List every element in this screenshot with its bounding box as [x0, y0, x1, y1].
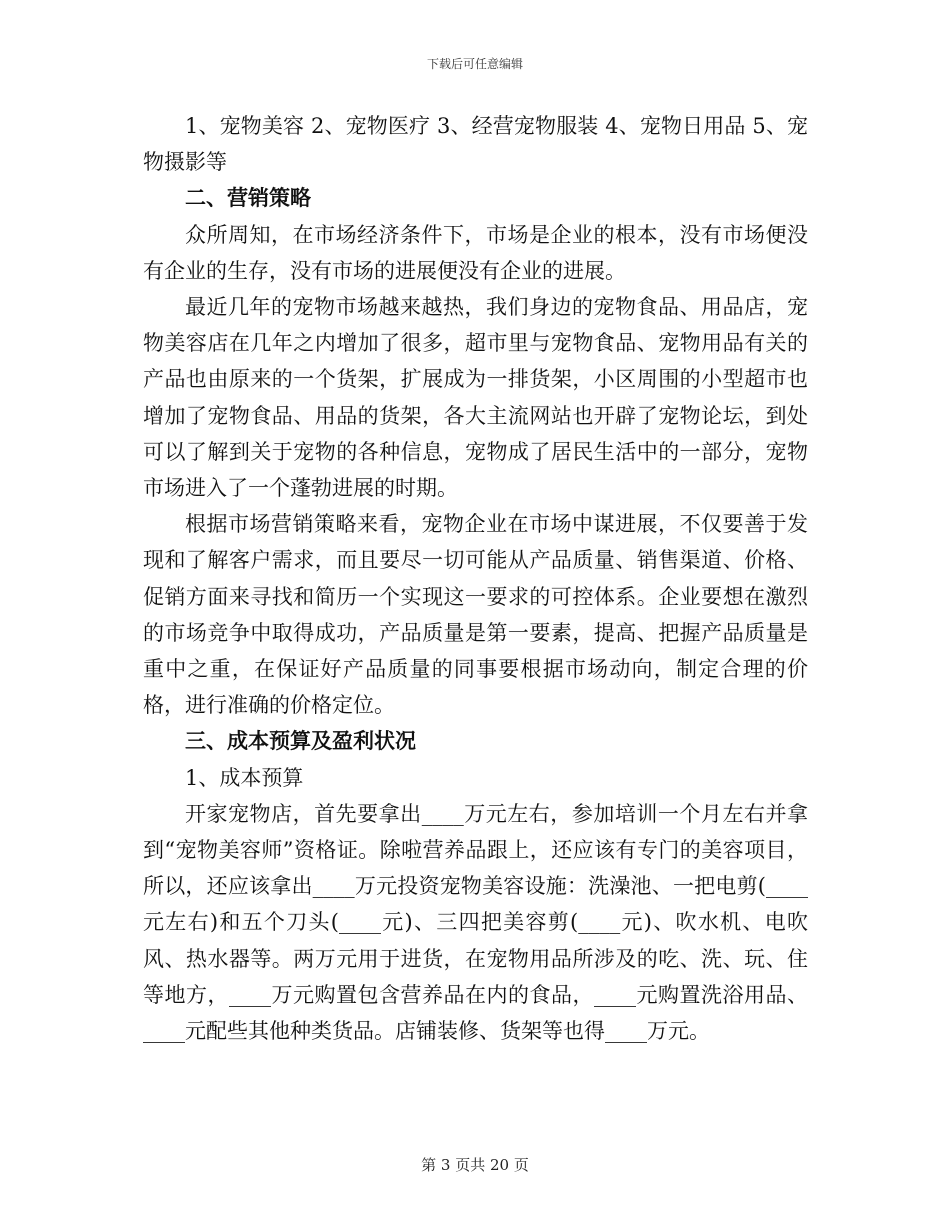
service-list-paragraph: 1、宠物美容 2、宠物医疗 3、经营宠物服装 4、宠物日用品 5、宠物摄影等 — [143, 114, 808, 175]
page-footer: 第 3 页共 20 页 — [421, 1156, 529, 1174]
body-paragraph: 开家宠物店，首先要拿出____万元左右，参加培训一个月左右并拿到“宠物美容师”资格证。除啦营养品跟上，还应该有专门的美容项目，所以，还应该拿出____万元投资宠物美容设施：洗澡池、一把电剪(____元左右)和五个刀头(____元)、三四把美容剪(____元)、吹水机、电吹风、热水器等。两万元用于进货，在宠物用品所涉及的吃、洗、玩、住等地方，____万元购置包含营养品在内的食品，____元购置洗浴用品、____元配些其他种类货品。店铺装修、货架等也得____万元。 — [143, 801, 808, 1044]
document-body — [143, 108, 808, 1049]
subsection-heading-budget: 1、成本预算 — [185, 765, 304, 790]
section-heading-marketing: 二、营销策略 — [185, 185, 311, 211]
body-paragraph: 根据市场营销策略来看，宠物企业在市场中谋进展，不仅要善于发现和了解客户需求，而且要尽一切可能从产品质量、销售渠道、价格、促销方面来寻找和简历一个实现这一要求的可控体系。企业要想在激烈的市场竞争中取得成功，产品质量是第一要素，提高、把握产品质量是重中之重，在保证好产品质量的同事要根据市场动向，制定合理的价格，进行准确的价格定位。 — [143, 512, 808, 718]
section-heading-cost: 三、成本预算及盈利状况 — [185, 728, 416, 754]
body-paragraph: 最近几年的宠物市场越来越热，我们身边的宠物食品、用品店，宠物美容店在几年之内增加了很多，超市里与宠物食品、宠物用品有关的产品也由原来的一个货架，扩展成为一排货架，小区周围的小型超市也增加了宠物食品、用品的货架，各大主流网站也开辟了宠物论坛，到处可以了解到关于宠物的各种信息，宠物成了居民生活中的一部分，宠物市场进入了一个蓬勃进展的时期。 — [143, 295, 808, 501]
page-header: 下载后可任意编辑 — [426, 57, 523, 71]
body-paragraph: 众所周知，在市场经济条件下，市场是企业的根本，没有市场便没有企业的生存，没有市场的进展便没有企业的进展。 — [143, 222, 808, 283]
